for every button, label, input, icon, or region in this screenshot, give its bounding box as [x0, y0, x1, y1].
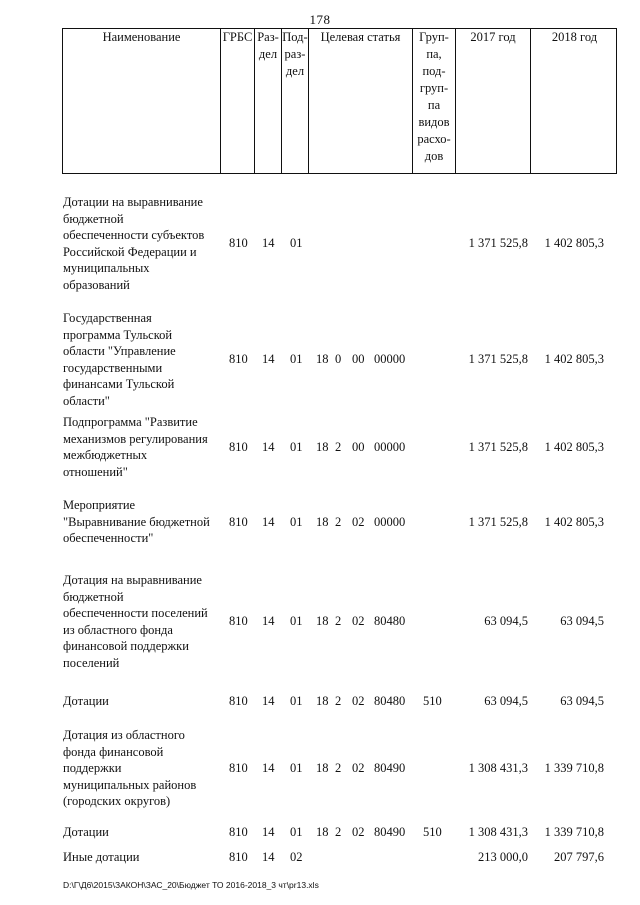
- amount-2018-cell: 1 402 805,3: [544, 352, 604, 367]
- table-row: [0, 497, 640, 547]
- amount-2017-cell: 1 308 431,3: [468, 761, 528, 775]
- table-row: [0, 824, 640, 841]
- event-code-cell: 02: [352, 514, 365, 529]
- grbs-cell: 810: [229, 236, 248, 251]
- expense-type-cell: 510: [423, 694, 442, 708]
- podrazdel-cell: 01: [290, 825, 303, 839]
- row-name: Дотация из областного фонда финансовой поддержки муниципальных районов (городских округов): [63, 728, 197, 808]
- event-code-cell: 00: [352, 439, 365, 454]
- grbs-cell: 810: [229, 850, 248, 864]
- row-name: Дотации: [63, 825, 109, 839]
- program-code-cell: 18: [316, 825, 329, 839]
- event-code-cell: 02: [352, 614, 365, 629]
- row-name: Подпрограмма "Развитие механизмов регулирования межбюджетных отношений": [63, 415, 208, 479]
- amount-2017-cell: 213 000,0: [478, 850, 528, 864]
- direction-code-cell: 00000: [374, 439, 406, 454]
- program-code-cell: 18: [316, 761, 329, 775]
- amount-2018-cell: 207 797,6: [554, 850, 604, 864]
- razdel-cell: 14: [262, 614, 275, 629]
- subprogram-code-cell: 2: [335, 761, 342, 775]
- amount-2018-cell: 1 339 710,8: [544, 825, 604, 839]
- podrazdel-cell: 01: [290, 352, 303, 367]
- amount-2017-cell: 63 094,5: [484, 694, 528, 708]
- subprogram-code-cell: 2: [335, 825, 342, 839]
- grbs-cell: 810: [229, 514, 248, 529]
- header-celevaya-statya: Целевая статья: [309, 29, 413, 173]
- grbs-cell: 810: [229, 694, 248, 708]
- subprogram-code-cell: 2: [335, 514, 342, 529]
- razdel-cell: 14: [262, 694, 275, 708]
- program-code-cell: 18: [316, 514, 329, 529]
- amount-2017-cell: 1 371 525,8: [468, 439, 528, 454]
- razdel-cell: 14: [262, 850, 275, 864]
- row-name: Дотации на выравнивание бюджетной обеспеченности субъектов Российской Федерации и муниципальных образований: [63, 195, 205, 292]
- subprogram-code-cell: 2: [335, 694, 342, 708]
- program-code-cell: 18: [316, 614, 329, 629]
- podrazdel-cell: 01: [290, 761, 303, 775]
- table-header: [62, 28, 617, 174]
- amount-2017-cell: 63 094,5: [484, 614, 528, 629]
- event-code-cell: 00: [352, 352, 365, 367]
- amount-2018-cell: 1 339 710,8: [544, 761, 604, 775]
- subprogram-code-cell: 2: [335, 439, 342, 454]
- table-row: [0, 727, 640, 810]
- table-row: [0, 849, 640, 866]
- amount-2018-cell: 63 094,5: [560, 614, 604, 629]
- header-razdel: Раз- дел: [255, 29, 282, 173]
- header-2017: 2017 год: [456, 29, 531, 173]
- podrazdel-cell: 01: [290, 439, 303, 454]
- header-2018: 2018 год: [551, 30, 598, 44]
- header-grbs: ГРБС: [221, 29, 255, 173]
- header-gruppa: Груп- па, под- груп- па видов расхо- дов: [413, 29, 456, 173]
- row-name: Государственная программа Тульской области "Управление государственными финансами Тульской области": [63, 311, 176, 408]
- grbs-cell: 810: [229, 352, 248, 367]
- table-row: [0, 310, 640, 409]
- podrazdel-cell: 02: [290, 850, 303, 864]
- subprogram-code-cell: 2: [335, 614, 342, 629]
- table-row: [0, 572, 640, 671]
- header-podrazdel: Под- раз- дел: [282, 29, 309, 173]
- event-code-cell: 02: [352, 694, 365, 708]
- razdel-cell: 14: [262, 352, 275, 367]
- grbs-cell: 810: [229, 825, 248, 839]
- direction-code-cell: 80480: [374, 614, 406, 629]
- grbs-cell: 810: [229, 439, 248, 454]
- amount-2018-cell: 1 402 805,3: [544, 514, 604, 529]
- amount-2018-cell: 63 094,5: [560, 694, 604, 708]
- event-code-cell: 02: [352, 761, 365, 775]
- expense-type-cell: 510: [423, 825, 442, 839]
- program-code-cell: 18: [316, 439, 329, 454]
- amount-2017-cell: 1 308 431,3: [468, 825, 528, 839]
- row-name: Иные дотации: [63, 850, 140, 864]
- amount-2017-cell: 1 371 525,8: [468, 514, 528, 529]
- file-path: D:\Г\Д6\2015\ЗАКОН\ЗАС_20\Бюджет ТО 2016-2018_3 чт\pr13.xls: [63, 880, 319, 890]
- program-code-cell: 18: [316, 694, 329, 708]
- program-code-cell: 18: [316, 352, 329, 367]
- razdel-cell: 14: [262, 825, 275, 839]
- podrazdel-cell: 01: [290, 236, 303, 251]
- subprogram-code-cell: 0: [335, 352, 342, 367]
- direction-code-cell: 80490: [374, 825, 406, 839]
- table-row: [0, 414, 640, 480]
- row-name: Мероприятие "Выравнивание бюджетной обеспеченности": [63, 498, 210, 545]
- grbs-cell: 810: [229, 614, 248, 629]
- header-name: Наименование: [63, 29, 221, 173]
- table-row: [0, 693, 640, 710]
- razdel-cell: 14: [262, 439, 275, 454]
- direction-code-cell: 80490: [374, 761, 406, 775]
- direction-code-cell: 80480: [374, 694, 406, 708]
- grbs-cell: 810: [229, 761, 248, 775]
- table-row: [0, 194, 640, 293]
- razdel-cell: 14: [262, 236, 275, 251]
- row-name: Дотация на выравнивание бюджетной обеспеченности поселений из областного фонда финансовой поддержки поселений: [63, 573, 208, 670]
- page-number: 178: [309, 12, 331, 27]
- event-code-cell: 02: [352, 825, 365, 839]
- podrazdel-cell: 01: [290, 694, 303, 708]
- row-name: Дотации: [63, 694, 109, 708]
- amount-2018-cell: 1 402 805,3: [544, 439, 604, 454]
- amount-2017-cell: 1 371 525,8: [468, 236, 528, 251]
- razdel-cell: 14: [262, 514, 275, 529]
- direction-code-cell: 00000: [374, 514, 406, 529]
- podrazdel-cell: 01: [290, 614, 303, 629]
- amount-2017-cell: 1 371 525,8: [468, 352, 528, 367]
- amount-2018-cell: 1 402 805,3: [544, 236, 604, 251]
- podrazdel-cell: 01: [290, 514, 303, 529]
- direction-code-cell: 00000: [374, 352, 406, 367]
- razdel-cell: 14: [262, 761, 275, 775]
